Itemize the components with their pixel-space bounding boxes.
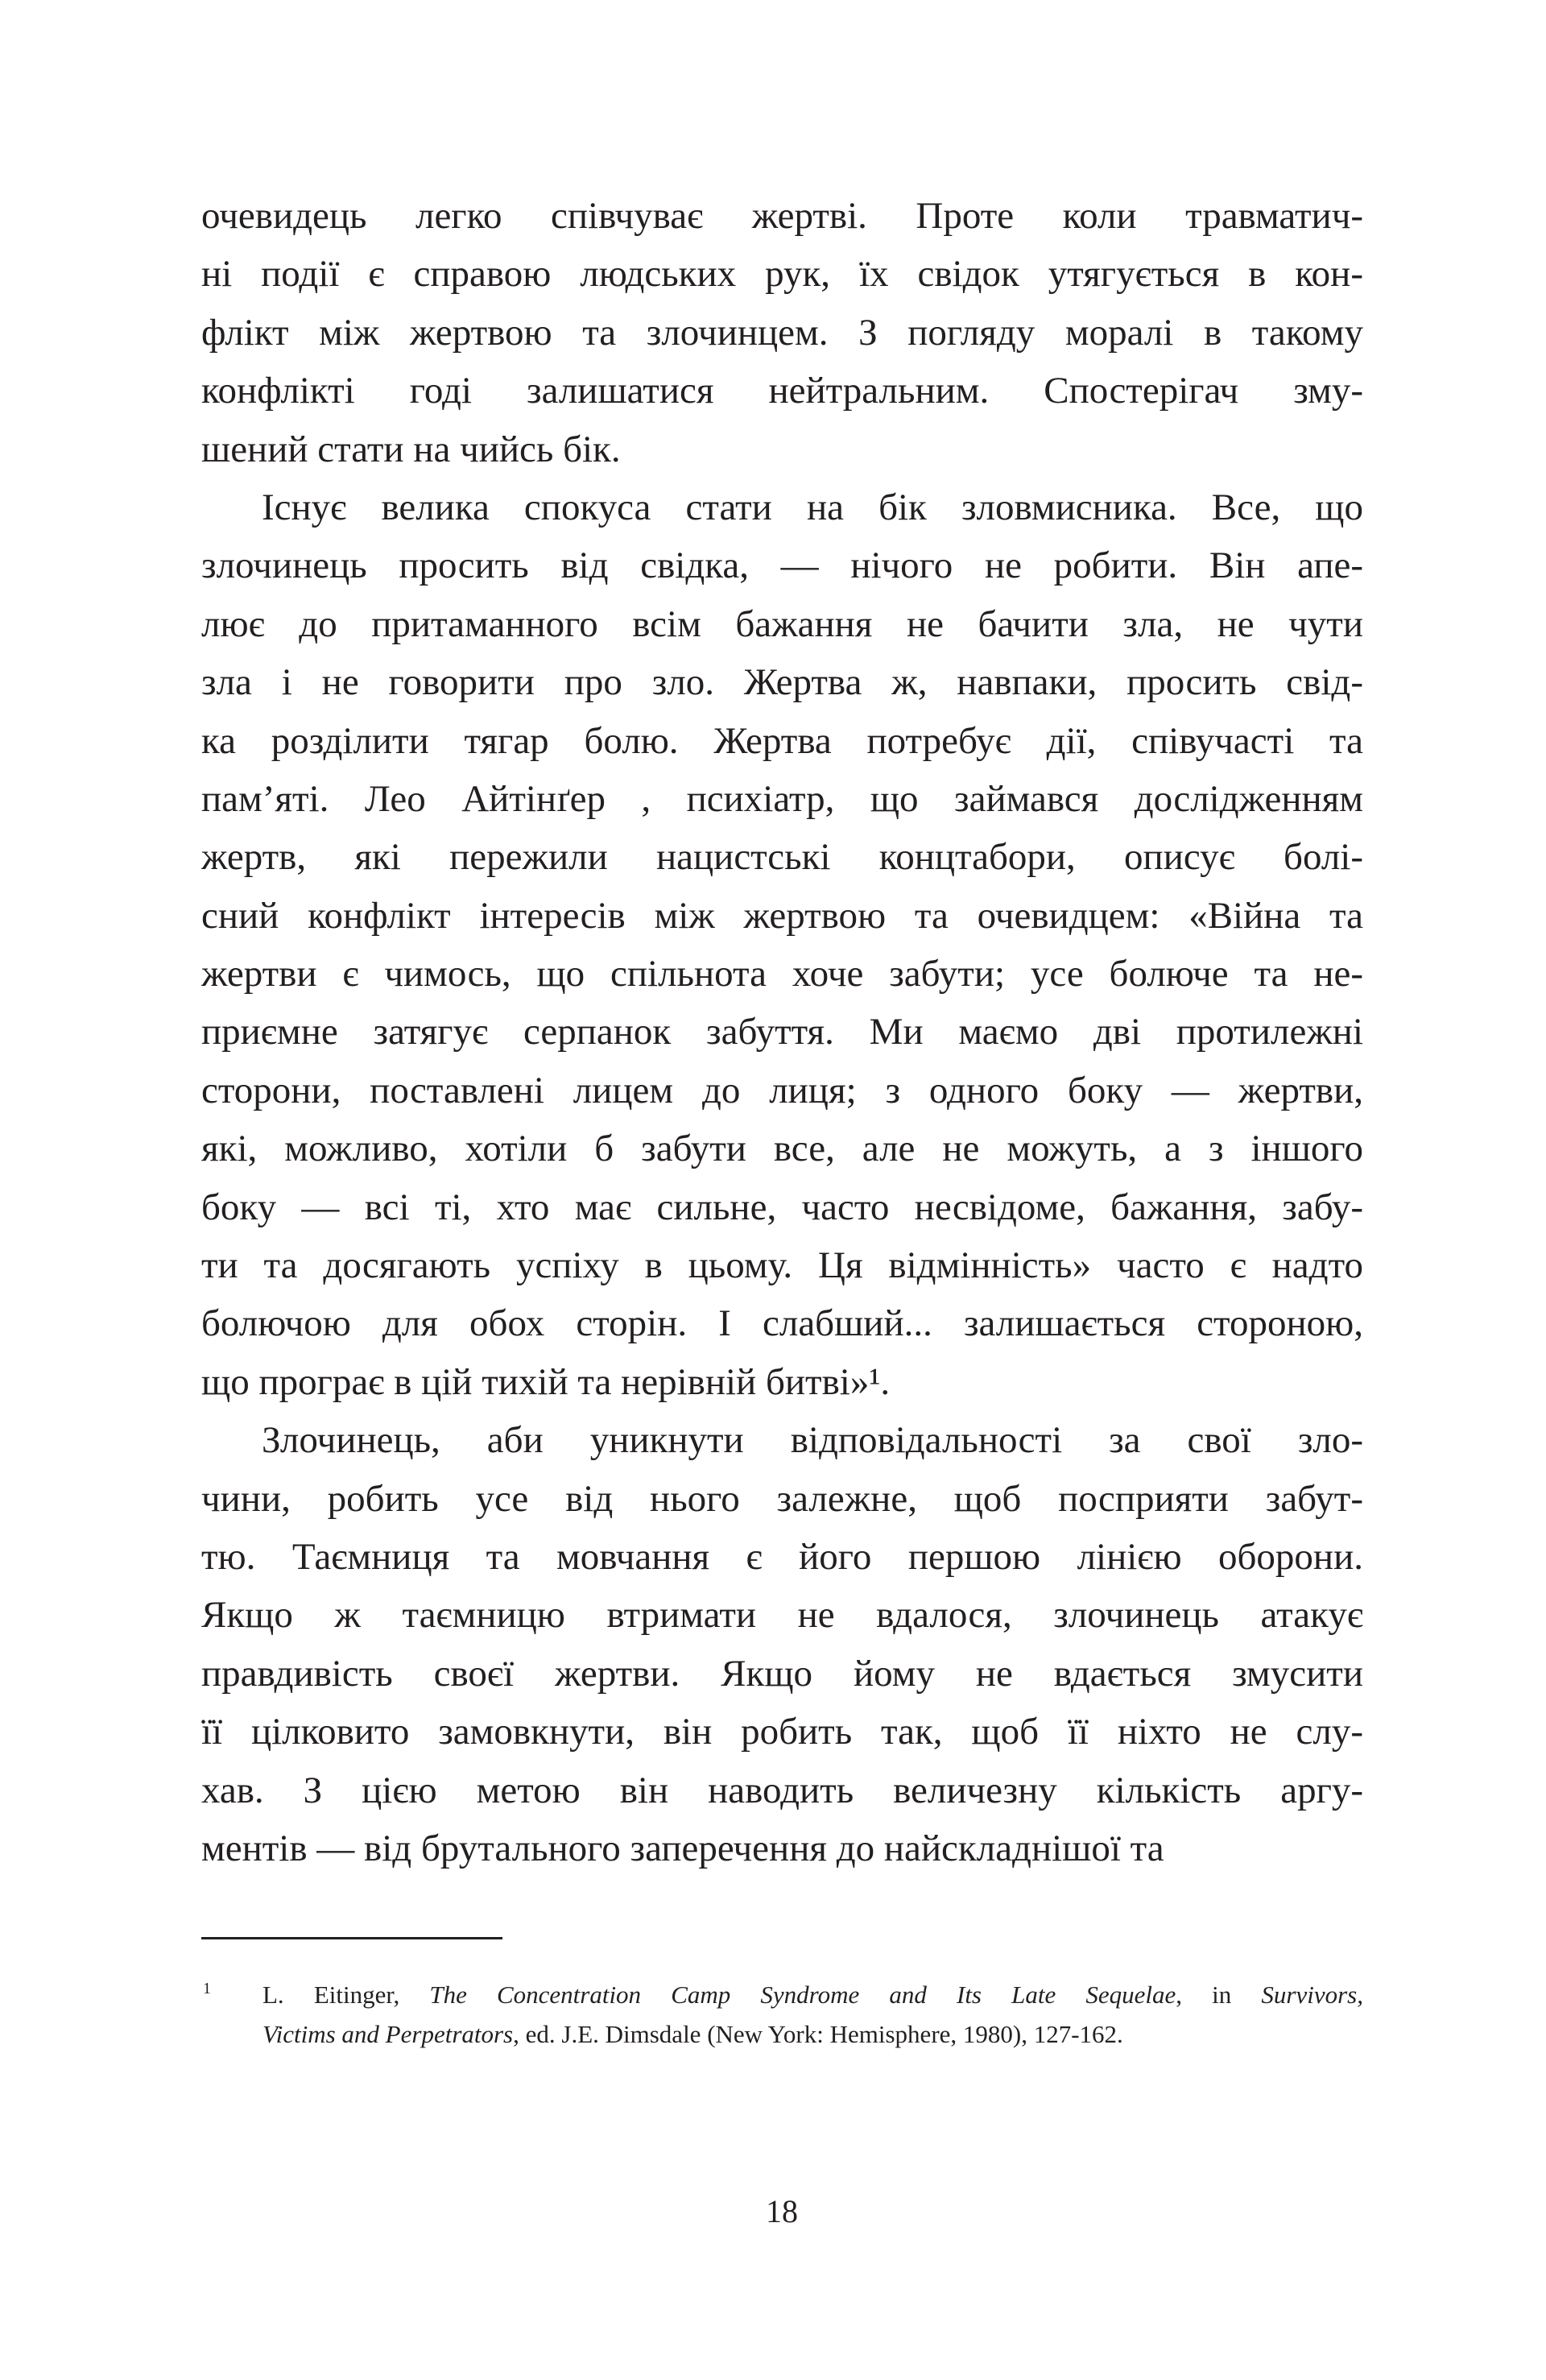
footnote-text: , in <box>1176 1981 1262 2009</box>
footnote-title: Victims and Perpetrators <box>262 2020 514 2048</box>
text-line: ти та досягають успіху в цьому. Ця відмінність» часто є надто <box>201 1244 1363 1287</box>
paragraph <box>201 1411 1363 1877</box>
text-line: пам’яті. Лео Айтінґер , психіатр, що займався дослідженням <box>201 777 1363 820</box>
footnote-line <box>262 1975 1363 2014</box>
text-line: сторони, поставлені лицем до лиця; з одного боку — жертви, <box>201 1069 1363 1111</box>
text-line: сний конфлікт інтересів між жертвою та очевидцем: «Війна та <box>201 894 1363 937</box>
text-line: Існує велика спокуса стати на бік зловмисника. Все, що <box>262 486 1363 528</box>
text-line: ка розділити тягар болю. Жертва потребує дії, співучасті та <box>201 719 1363 762</box>
text-line: хав. З цією метою він наводить величезну кількість аргу- <box>201 1769 1363 1811</box>
text-line: тю. Таємниця та мовчання є його першою лінією оборони. <box>201 1535 1363 1578</box>
text-line: лює до притаманного всім бажання не бачити зла, не чути <box>201 602 1363 645</box>
text-line: боку — всі ті, хто має сильне, часто несвідоме, бажання, забу- <box>201 1186 1363 1228</box>
text-line: злочинець просить від свідка, — нічого не робити. Він апе- <box>201 544 1363 587</box>
text-line: зла і не говорити про зло. Жертва ж, навпаки, просить свід- <box>201 661 1363 704</box>
footnote-title: Survivors, <box>1261 1981 1363 2009</box>
paragraph <box>201 478 1363 1411</box>
text-line: жертви є чимось, що спільнота хоче забути; усе болюче та не- <box>201 953 1363 995</box>
text-line: що програє в цій тихій та нерівній битві»¹. <box>201 1360 891 1403</box>
text-line: приємне затягує серпанок забуття. Ми маємо дві протилежні <box>201 1011 1363 1053</box>
footnote-title: The Concentration Camp Syndrome and Its Late Sequelae <box>429 1981 1176 2009</box>
footnote-text: , ed. J.E. Dimsdale (New York: Hemisphere, 1980), 127-162. <box>513 2020 1123 2048</box>
text-line: очевидець легко співчуває жертві. Проте коли травматич- <box>201 195 1363 237</box>
text-line: болючою для обох сторін. І слабший... залишається стороною, <box>201 1302 1363 1345</box>
text-line: ментів — від брутального заперечення до найскладнішої та <box>201 1827 1164 1869</box>
text-line: ні події є справою людських рук, їх свідок утягується в кон- <box>201 253 1363 296</box>
body-text <box>201 187 1363 1877</box>
text-line: жертв, які пережили нацистські концтабори, описує болі- <box>201 836 1363 879</box>
text-line: які, можливо, хотіли б забути все, але не можуть, а з іншого <box>201 1128 1363 1170</box>
text-line: правдивість своєї жертви. Якщо йому не вдається змусити <box>201 1652 1363 1695</box>
text-line: Якщо ж таємницю втримати не вдалося, злочинець атакує <box>201 1594 1363 1637</box>
text-line: шений стати на чийсь бік. <box>201 428 621 470</box>
footnote-text: L. Eitinger, <box>262 1981 430 2009</box>
page-number: 18 <box>766 2193 798 2229</box>
paragraph <box>201 187 1363 478</box>
text-line: Злочинець, аби уникнути відповідальності за свої зло- <box>262 1419 1363 1462</box>
footnote <box>262 1975 1363 2054</box>
text-line: флікт між жертвою та злочинцем. З погляду моралі в такому <box>201 311 1363 354</box>
footnote-divider <box>201 1937 502 1939</box>
text-line: чини, робить усе від нього залежне, щоб посприяти забут- <box>201 1477 1363 1520</box>
footnote-line <box>262 2014 1363 2054</box>
footnote-marker: 1 <box>203 1980 211 1997</box>
text-line: її цілковито замовкнути, він робить так, щоб її ніхто не слу- <box>201 1711 1363 1753</box>
text-line: конфлікті годі залишатися нейтральним. Спостерігач зму- <box>201 370 1363 412</box>
